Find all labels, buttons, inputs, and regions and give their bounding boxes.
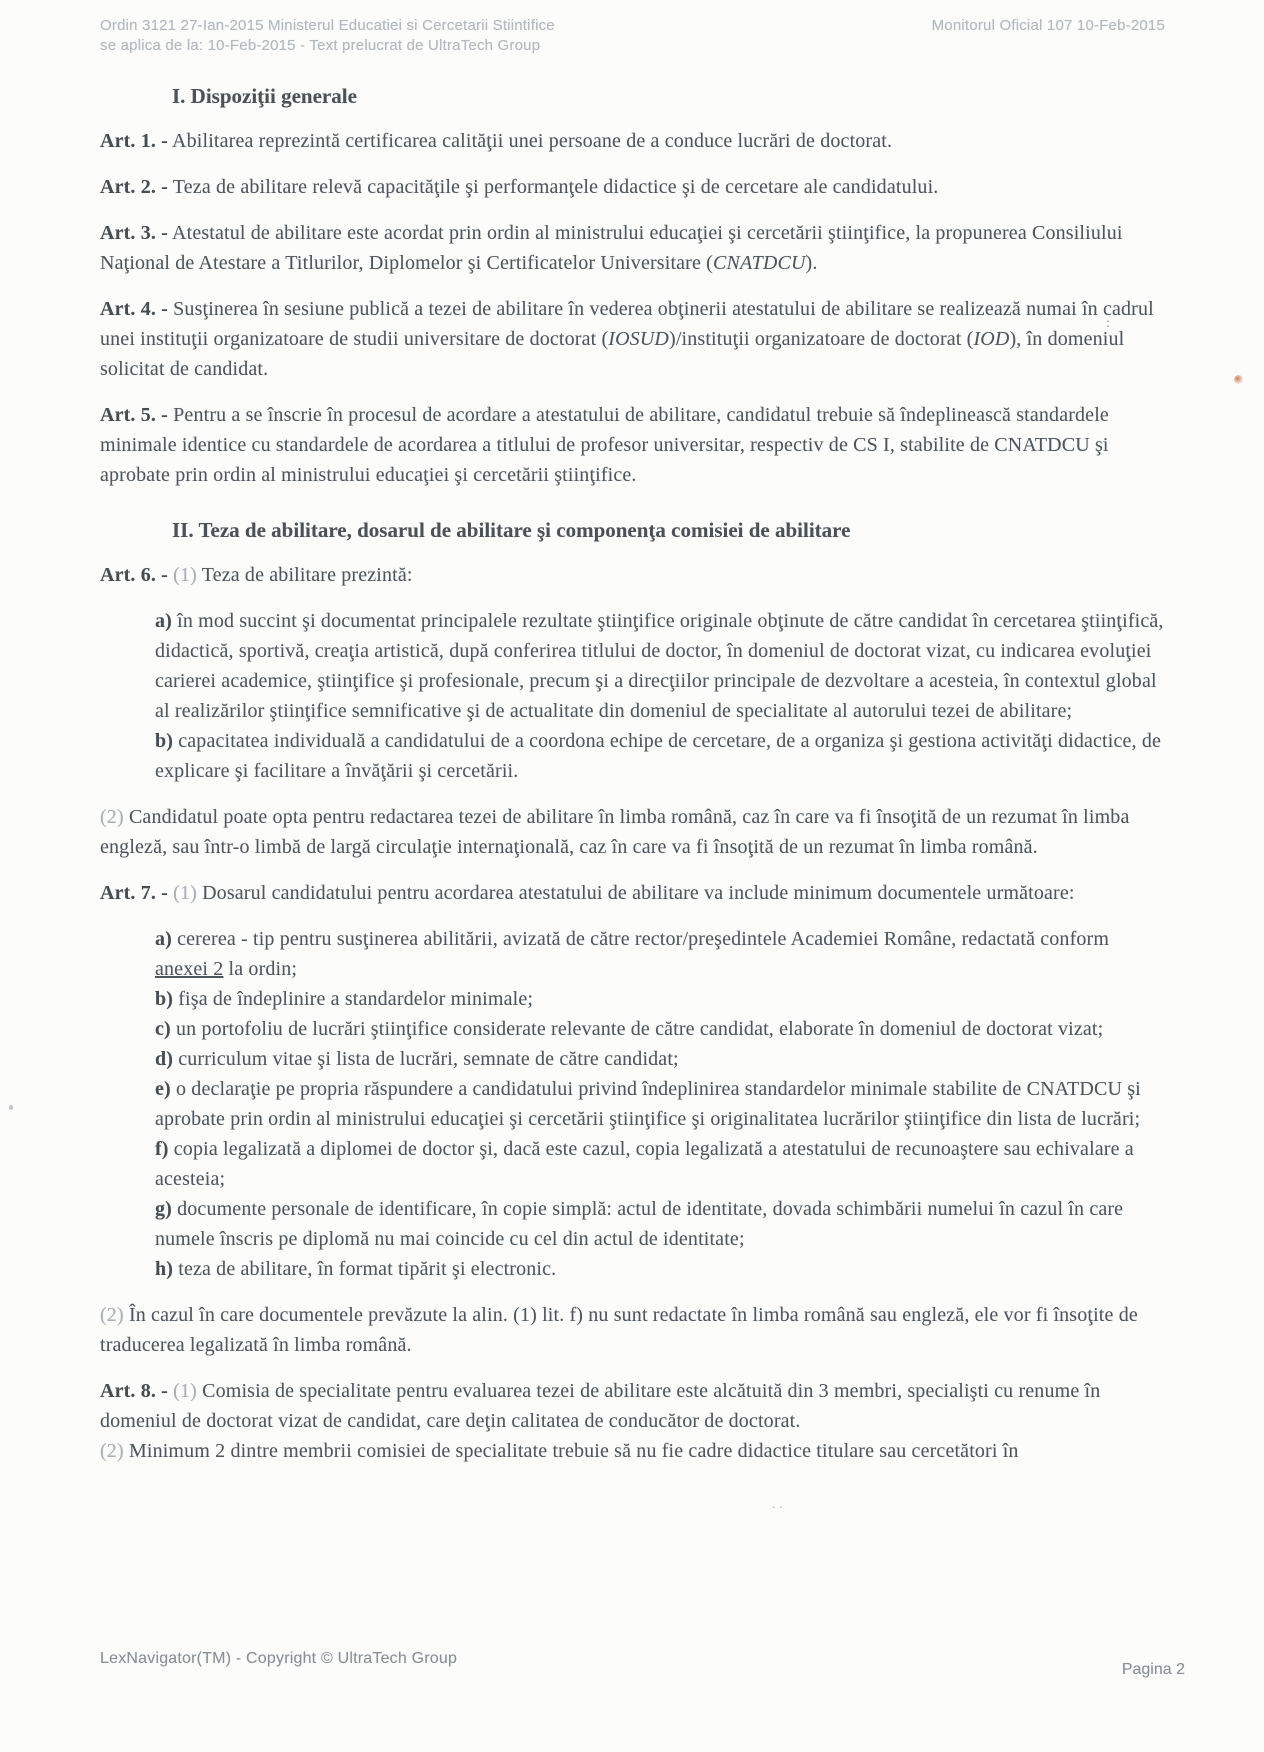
article-6-paragraph-2-text: Candidatul poate opta pentru redactarea tezei de abilitare în limba română, caz în care va fi însoţită de un rezumat în limba engleză, sau într-o limbă de largă circulaţie internaţională, caz în care va fi însoţită de un rezumat în limba română. [100, 806, 1130, 858]
article-7-item-e [155, 1074, 1165, 1134]
article-4-text-mid: )/instituţii organizatoare de doctorat ( [669, 328, 974, 350]
article-6-item-list [155, 606, 1165, 786]
article-7-item-a-text-end: la ordin; [223, 958, 298, 980]
article-7-item-b [155, 984, 1165, 1014]
article-7-item-c-text: un portofoliu de lucrări ştiinţifice considerate relevante de către candidat, elaborate în domeniul de doctorat vizat; [176, 1018, 1104, 1040]
article-6-item-a-text: în mod succint şi documentat principalele rezultate ştiinţifice originale obţinute de către candidat în cercetarea ştiinţifică, didactică, sportivă, creaţia artistică, după conferirea titlului de doctor, în domeniul de doctorat vizat, cu indicarea evoluţiei carierei academice, ştiinţifice şi profesionale, precum şi a direcţiilor principale de dezvoltare a acesteia, în contextul global al realizărilor ştiinţifice semnificative şi de actualitate din domeniul de specialitate al autorului tezei de abilitare; [155, 610, 1164, 722]
article-7-intro-text: Dosarul candidatului pentru acordarea atestatului de abilitare va include minimum documentele următoare: [202, 882, 1075, 904]
article-7-item-e-text: o declaraţie pe propria răspundere a candidatului privind îndeplinirea standardelor minimale stabilite de CNATDCU şi aprobate prin ordin al ministrului educaţiei şi cercetării ştiinţifice şi originalitatea lucrărilor ştiinţifice din lista de lucrări; [155, 1078, 1141, 1130]
article-6-paragraph-2 [100, 802, 1165, 862]
article-6-item-b [155, 726, 1165, 786]
article-7-item-d-text: curriculum vitae şi lista de lucrări, semnate de către candidat; [178, 1048, 679, 1070]
article-7-item-b-text: fişa de îndeplinire a standardelor minimale; [178, 988, 534, 1010]
article-6-item-b-letter: b) [155, 730, 174, 752]
article-8-paragraph-2-text: Minimum 2 dintre membrii comisiei de specialitate trebuie să nu fie cadre didactice titulare sau cercetători în [128, 1440, 1019, 1462]
scan-artifact-left-speck [9, 1105, 13, 1110]
article-7-paragraph-2 [100, 1300, 1165, 1360]
article-7-item-h-text: teza de abilitare, în format tipărit şi electronic. [178, 1258, 557, 1280]
article-7-intro [100, 878, 1165, 908]
header-monitorul-oficial: Monitorul Oficial 107 10-Feb-2015 [931, 17, 1165, 34]
article-3-text-end: ). [805, 252, 818, 274]
article-7-item-a-letter: a) [155, 928, 172, 950]
article-7-item-g [155, 1194, 1165, 1254]
article-7-item-a [155, 924, 1165, 984]
article-7-item-e-letter: e) [155, 1078, 171, 1100]
section-1-title: I. Dispoziţii generale [172, 84, 357, 108]
article-8-paragraph-2-marker: (2) [100, 1440, 124, 1462]
article-7-item-c [155, 1014, 1165, 1044]
article-4-abbrev-iosud: IOSUD [608, 328, 670, 350]
scan-artifact-dots: .. [772, 1496, 787, 1511]
article-7-item-b-letter: b) [155, 988, 174, 1010]
annex-2-link[interactable]: anexei 2 [155, 958, 224, 980]
article-7-item-list [155, 924, 1165, 1284]
article-7-item-h [155, 1254, 1165, 1284]
article-7-item-g-text: documente personale de identificare, în copie simplă: actul de identitate, dovada schimbării numelui în cazul în care numele înscris pe diplomă nu mai coincide cu cel din actul de identitate; [155, 1198, 1124, 1250]
article-1-text: Abilitarea reprezintă certificarea calităţii unei persoane de a conduce lucrări de doctorat. [172, 130, 893, 152]
article-3-text: Atestatul de abilitare este acordat prin ordin al ministrului educaţiei şi cercetării ştiinţifice, la propunerea Consiliului Naţional de Atestare a Titlurilor, Diplomelor şi Certificatelor Universitare ( [100, 222, 1123, 274]
article-7-item-f-letter: f) [155, 1138, 169, 1160]
scan-artifact-colon-mark: : [1106, 316, 1110, 331]
article-4 [100, 294, 1165, 384]
article-8-paragraph-1-marker: (1) [173, 1380, 197, 1402]
article-6-item-a [155, 606, 1165, 726]
article-8-paragraph-1 [100, 1376, 1165, 1436]
article-1-label: Art. 1. - [100, 130, 168, 152]
article-7-item-f-text: copia legalizată a diplomei de doctor şi, dacă este cazul, copia legalizată a atestatului de recunoaştere sau echivalare a acesteia; [155, 1138, 1134, 1190]
article-8-label: Art. 8. - [100, 1380, 168, 1402]
article-7-paragraph-2-marker: (2) [100, 1304, 124, 1326]
document-header [100, 16, 1165, 56]
article-7-item-d-letter: d) [155, 1048, 174, 1070]
article-6-paragraph-1-marker: (1) [173, 564, 197, 586]
article-4-text: Susţinerea în sesiune publică a tezei de abilitare în vederea obţinerii atestatului de abilitare se realizează numai în cadrul unei instituţii organizatoare de studii universitare de doctorat ( [100, 298, 1154, 350]
article-7-item-g-letter: g) [155, 1198, 172, 1220]
article-6-label: Art. 6. - [100, 564, 168, 586]
header-applies-line: se aplica de la: 10-Feb-2015 - Text prelucrat de UltraTech Group [100, 37, 541, 54]
article-7-paragraph-2-text: În cazul în care documentele prevăzute la alin. (1) lit. f) nu sunt redactate în limba română sau engleză, ele vor fi însoţite de traducerea legalizată în limba română. [100, 1304, 1138, 1356]
article-4-label: Art. 4. - [100, 298, 168, 320]
article-6-intro [100, 560, 1165, 590]
header-ordin-line: Ordin 3121 27-Ian-2015 Ministerul Educatiei si Cercetarii Stiintifice [100, 17, 555, 34]
article-2-label: Art. 2. - [100, 176, 168, 198]
article-7-item-c-letter: c) [155, 1018, 171, 1040]
footer-page-number: Pagina 2 [1121, 1661, 1185, 1678]
article-6-intro-text: Teza de abilitare prezintă: [201, 564, 413, 586]
article-2 [100, 172, 1165, 202]
article-5-text: Pentru a se înscrie în procesul de acordare a atestatului de abilitare, candidatul trebuie să îndeplinească standardele minimale identice cu standardele de acordarea a titlului de profesor universitar, respectiv de CS I, stabilite de CNATDCU şi aprobate prin ordin al ministrului educaţiei şi cercetării ştiinţifice. [100, 404, 1109, 486]
article-5 [100, 400, 1165, 490]
scan-artifact-red-dot [1234, 375, 1243, 384]
article-1 [100, 126, 1165, 156]
article-3-abbrev-cnatdcu: CNATDCU [712, 252, 806, 274]
article-3 [100, 218, 1165, 278]
article-5-label: Art. 5. - [100, 404, 168, 426]
article-7-label: Art. 7. - [100, 882, 168, 904]
article-7-item-f [155, 1134, 1165, 1194]
article-6-item-b-text: capacitatea individuală a candidatului de a coordona echipe de cercetare, de a organiza şi gestiona activităţi didactice, de explicare şi facilitare a învăţării şi cercetării. [155, 730, 1161, 782]
article-7-item-a-text: cererea - tip pentru susţinerea abilitării, avizată de către rector/preşedintele Academiei Române, redactată conform [177, 928, 1110, 950]
article-2-text: Teza de abilitare relevă capacităţile şi performanţele didactice şi de cercetare ale candidatului. [172, 176, 939, 198]
header-source-info [100, 16, 555, 56]
article-3-label: Art. 3. - [100, 222, 168, 244]
article-7-item-h-letter: h) [155, 1258, 174, 1280]
article-6-paragraph-2-marker: (2) [100, 806, 124, 828]
article-4-abbrev-iod: IOD [973, 328, 1010, 350]
article-7-paragraph-1-marker: (1) [173, 882, 197, 904]
section-2-title: II. Teza de abilitare, dosarul de abilitare şi componenţa comisiei de abilitare [172, 518, 851, 542]
footer-copyright: LexNavigator(TM) - Copyright © UltraTech Group [100, 1650, 458, 1667]
article-8-paragraph-1-text: Comisia de specialitate pentru evaluarea tezei de abilitare este alcătuită din 3 membri, specialişti cu renume în domeniul de doctorat vizat de candidat, care deţin calitatea de conducător de doctorat. [100, 1380, 1101, 1432]
article-7-item-d [155, 1044, 1165, 1074]
article-8-paragraph-2 [100, 1436, 1165, 1466]
article-4-text-end: ), în domeniul solicitat de candidat. [100, 328, 1125, 380]
article-6-item-a-letter: a) [155, 610, 172, 632]
